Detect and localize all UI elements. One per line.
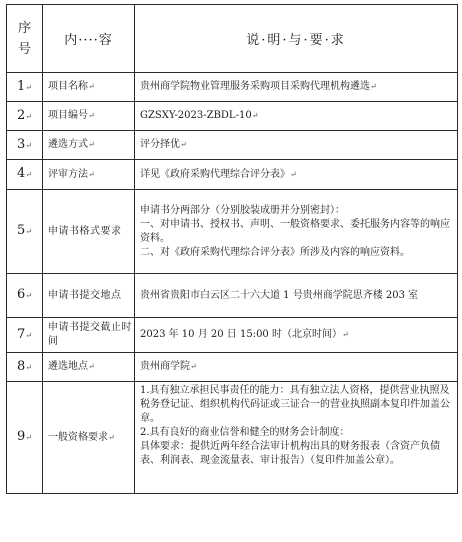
table-row [7, 382, 458, 494]
row-desc: GZSXY-2023-ZBDL-10↵ [135, 102, 458, 131]
row-desc: 贵州省贵阳市白云区二十六大道 1 号贵州商学院思齐楼 203 室 [135, 274, 458, 318]
row-desc: 评分择优↵ [135, 131, 458, 160]
row-item: 遴选方式↵ [43, 131, 135, 160]
row-desc: 贵州商学院↵ [135, 353, 458, 382]
desc-line: 具体要求：提供近两年经合法审计机构出具的财务报表（含资产负债表、利润表、现金流量表、审计报告）（复印件加盖公章）。 [140, 441, 440, 466]
row-no: 1↵ [7, 73, 43, 102]
row-desc: 2023 年 10 月 20 日 15:00 时（北京时间）↵ [135, 318, 458, 353]
row-item: 申请书提交地点 [43, 274, 135, 318]
row-desc [135, 190, 458, 274]
table-header-row [7, 5, 458, 73]
row-item: 遴选地点↵ [43, 353, 135, 382]
table-row [7, 353, 458, 382]
desc-line: 二、对《政府采购代理综合评分表》所涉及内容的响应资料。 [140, 246, 410, 258]
header-no-label: 序号 [18, 20, 32, 57]
row-desc: 贵州商学院物业管理服务采购项目采购代理机构遴选↵ [135, 73, 458, 102]
desc-line: 2.具有良好的商业信誉和健全的财务会计制度： [140, 427, 350, 438]
row-no: 2↵ [7, 102, 43, 131]
desc-line: 申请书分两部分（分别胶装成册并分别密封）： [140, 204, 345, 216]
header-no [7, 5, 43, 73]
table-row [7, 102, 458, 131]
row-no: 8↵ [7, 353, 43, 382]
row-no: 5↵ [7, 190, 43, 274]
row-no: 4↵ [7, 160, 43, 190]
row-desc: 详见《政府采购代理综合评分表》↵ [135, 160, 458, 190]
row-no: 6↵ [7, 274, 43, 318]
row-item: 申请书格式要求 [43, 190, 135, 274]
row-item: 一般资格要求↵ [43, 382, 135, 494]
row-item: 申请书提交截止时间 [43, 318, 135, 353]
table-row [7, 274, 458, 318]
row-item: 项目名称↵ [43, 73, 135, 102]
row-desc [135, 382, 458, 494]
row-item: 项目编号↵ [43, 102, 135, 131]
desc-line: 一、对申请书、授权书、声明、一般资格要求、委托服务内容等的响应资料。 [140, 218, 450, 244]
requirements-table [6, 4, 458, 494]
table-row [7, 318, 458, 353]
header-desc: 说·明·与·要·求 [135, 5, 458, 73]
table-row [7, 190, 458, 274]
table-row [7, 73, 458, 102]
row-item: 评审方法↵ [43, 160, 135, 190]
table-row [7, 131, 458, 160]
row-no: 7↵ [7, 318, 43, 353]
table-row [7, 160, 458, 190]
row-no: 3↵ [7, 131, 43, 160]
header-item: 内····容 [43, 5, 135, 73]
desc-line: 1.具有独立承担民事责任的能力：具有独立法人资格，提供营业执照及税务登记证、组织机构代码证或三证合一的营业执照副本复印件加盖公章。 [140, 385, 450, 424]
row-no: 9↵ [7, 382, 43, 494]
